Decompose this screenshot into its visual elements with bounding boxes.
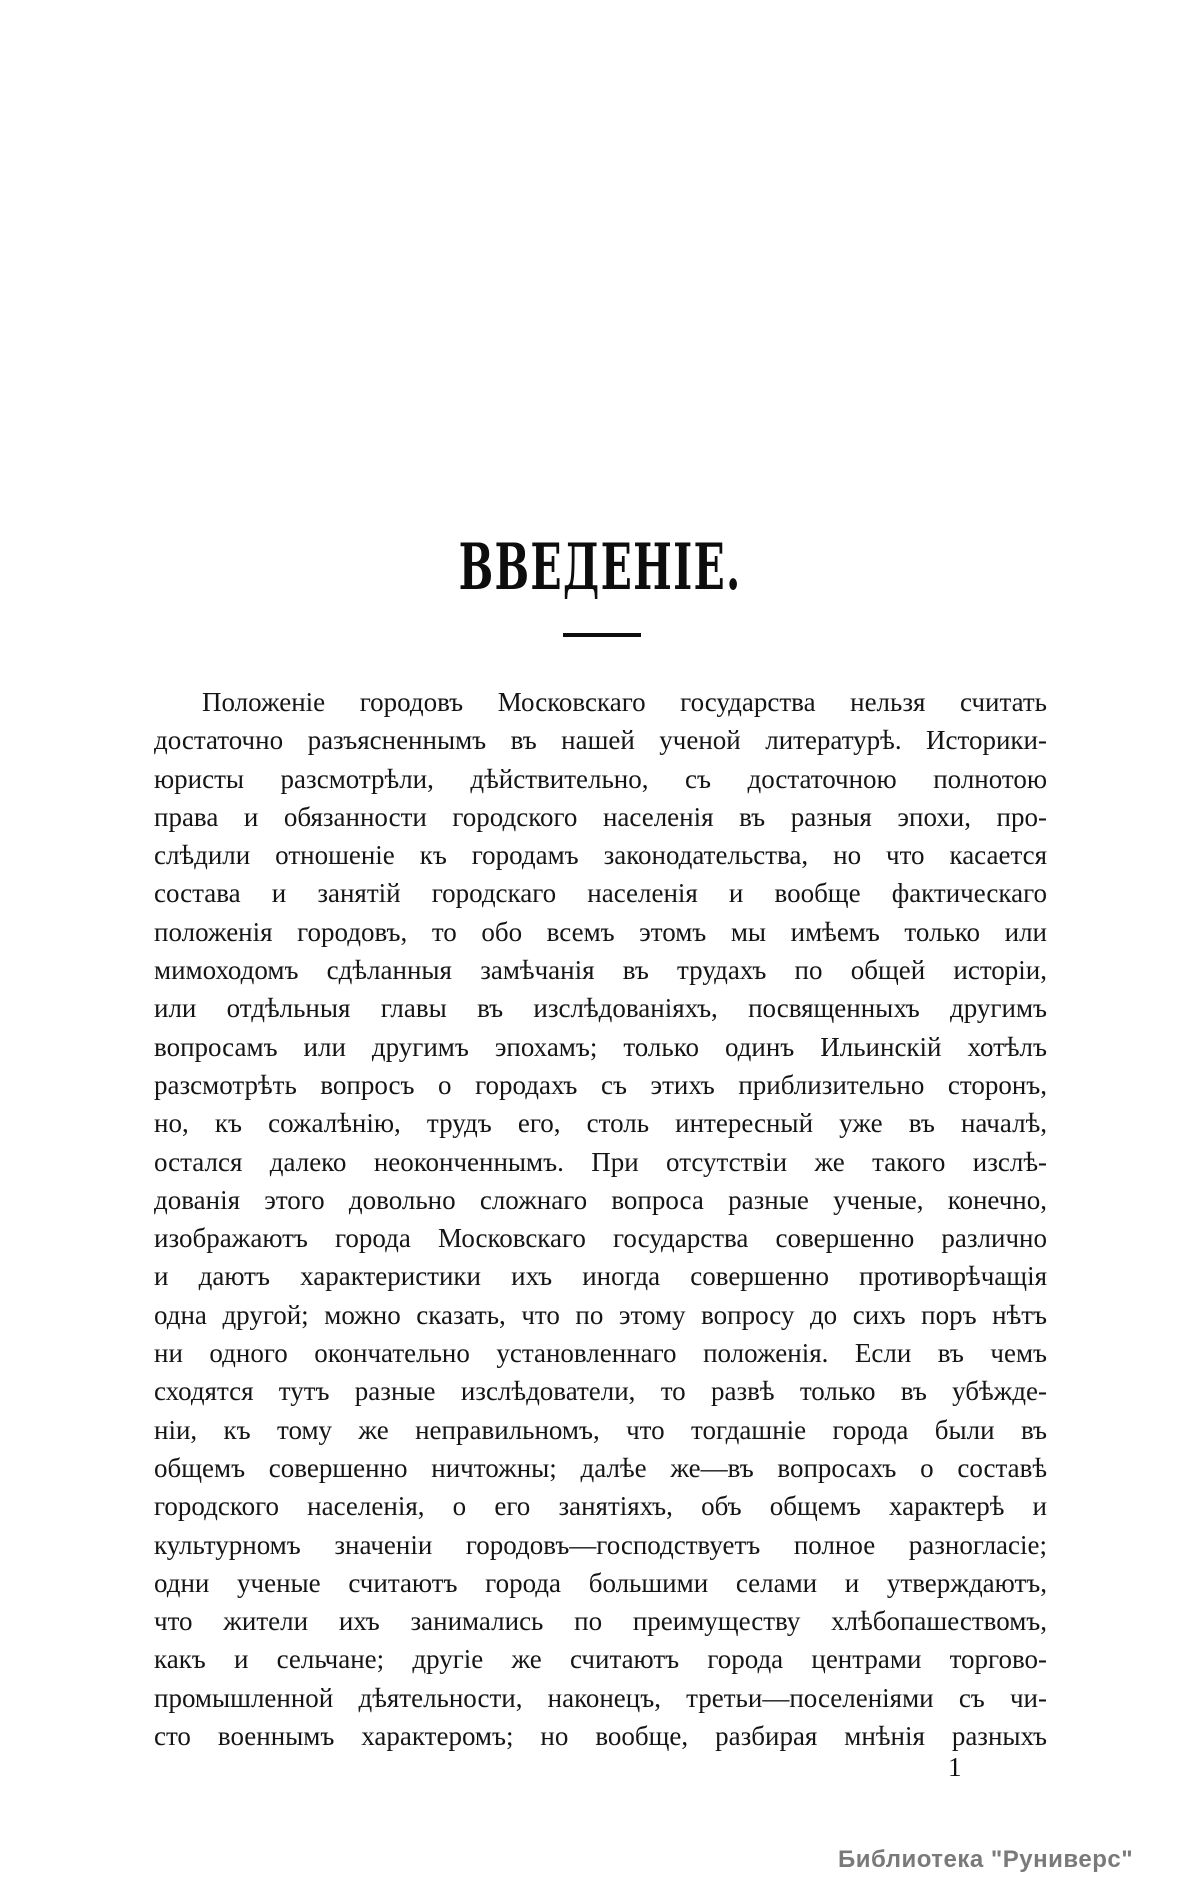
text-line: остался далеко неоконченнымъ. При отсутствіи же такого изслѣ- <box>154 1146 1047 1177</box>
text-line: сходятся тутъ разные изслѣдователи, то развѣ только въ убѣжде- <box>154 1376 1047 1407</box>
text-line: одни ученые считаютъ города большими селами и утверждаютъ, <box>154 1567 1047 1598</box>
text-line: дованія этого довольно сложнаго вопроса разные ученые, конечно, <box>154 1184 1047 1215</box>
text-line: общемъ совершенно ничтожны; далѣе же—въ вопросахъ о составѣ <box>154 1452 1047 1483</box>
text-line: одна другой; можно сказать, что по этому вопросу до сихъ поръ нѣтъ <box>154 1299 1047 1330</box>
text-line: мимоходомъ сдѣланныя замѣчанія въ трудахъ по общей исторіи, <box>154 955 1047 986</box>
text-line: что жители ихъ занимались по преимуществу хлѣбопашествомъ, <box>154 1606 1047 1637</box>
text-line: права и обязанности городского населенія въ разныя эпохи, про- <box>154 801 1047 832</box>
text-line: состава и занятій городскаго населенія и вообще фактическаго <box>154 878 1047 909</box>
text-line: слѣдили отношеніе къ городамъ законодательства, но что касается <box>154 840 1047 871</box>
text-line: Положеніе городовъ Московскаго государства нельзя считать <box>202 687 1047 717</box>
library-watermark: Библиотека "Руниверс" <box>838 1846 1134 1873</box>
chapter-title-wrap <box>0 530 1200 605</box>
text-line: городского населенія, о его занятіяхъ, объ общемъ характерѣ и <box>154 1491 1047 1522</box>
text-line: промышленной дѣятельности, наконецъ, третьи—поселеніями съ чи- <box>154 1682 1047 1713</box>
text-line: юристы разсмотрѣли, дѣйствительно, съ достаточною полнотою <box>154 763 1047 794</box>
text-line: достаточно разъясненнымъ въ нашей ученой литературѣ. Историки- <box>154 725 1047 756</box>
text-line: ни одного окончательно установленнаго положенія. Если въ чемъ <box>154 1338 1047 1369</box>
text-line: ніи, къ тому же неправильномъ, что тогдашніе города были въ <box>154 1414 1047 1445</box>
text-line: разсмотрѣть вопросъ о городахъ съ этихъ приблизительно сторонъ, <box>154 1069 1047 1100</box>
text-line: культурномъ значеніи городовъ—господствуетъ полное разногласіе; <box>154 1529 1047 1560</box>
text-line: сто военнымъ характеромъ; но вообще, разбирая мнѣнія разныхъ <box>154 1721 1047 1752</box>
text-line: изображаютъ города Московскаго государства совершенно различно <box>154 1223 1047 1254</box>
chapter-title: ВВЕДЕНІЕ. <box>458 530 742 605</box>
text-line: вопросамъ или другимъ эпохамъ; только одинъ Ильинскій хотѣлъ <box>154 1031 1047 1062</box>
body-text <box>154 683 1047 1755</box>
text-line: какъ и сельчане; другіе же считаютъ города центрами торгово- <box>154 1644 1047 1675</box>
text-line: положенія городовъ, то обо всемъ этомъ мы имѣемъ только или <box>154 916 1047 947</box>
text-line: и даютъ характеристики ихъ иногда совершенно противорѣчащія <box>154 1261 1047 1292</box>
page-number: 1 <box>948 1752 962 1782</box>
text-line: но, къ сожалѣнію, трудъ его, столь интересный уже въ началѣ, <box>154 1108 1047 1139</box>
text-line: или отдѣльныя главы въ изслѣдованіяхъ, посвященныхъ другимъ <box>154 993 1047 1024</box>
title-divider-rule <box>563 633 641 637</box>
